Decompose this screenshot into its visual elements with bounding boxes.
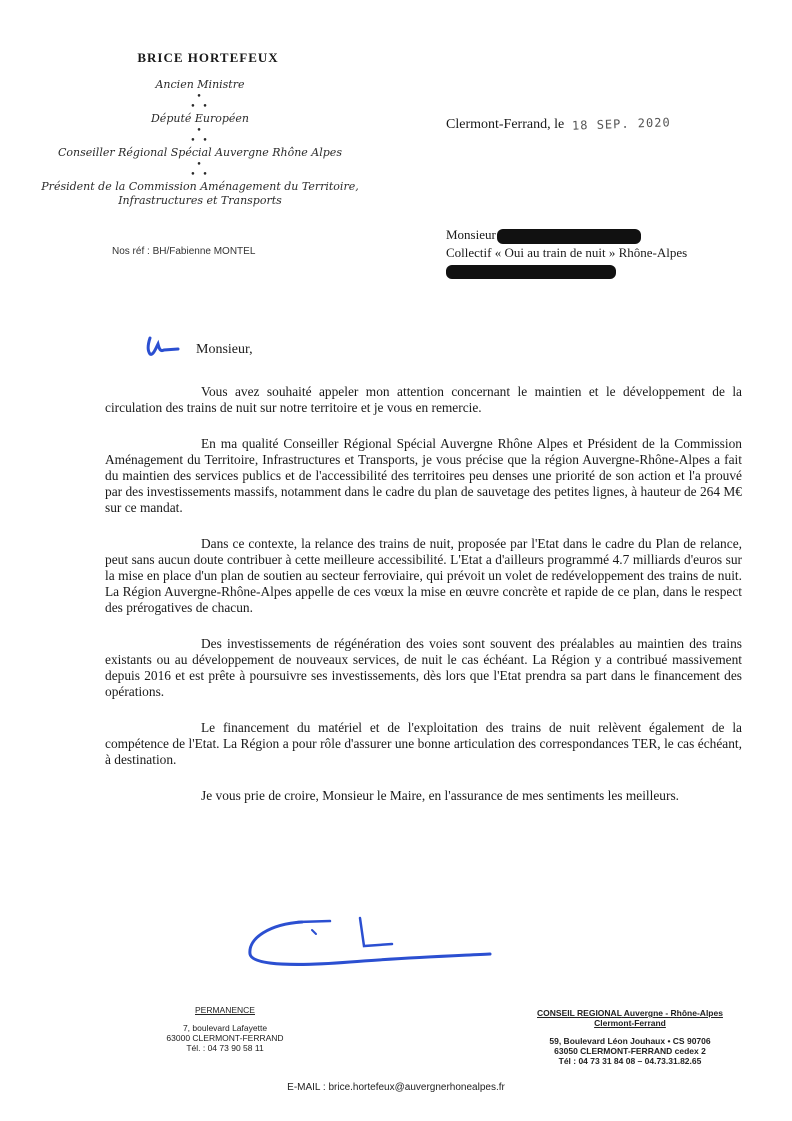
letter-body	[105, 384, 742, 824]
reference-line: Nos réf : BH/Fabienne MONTEL	[112, 246, 256, 257]
permanence-city: 63000 CLERMONT-FERRAND	[166, 1033, 284, 1043]
title-commission-president-cont: Infrastructures et Transports	[118, 194, 282, 207]
handwritten-initial-mark	[144, 334, 184, 358]
body-paragraph: Le financement du matériel et de l'exploitation des trains de nuit relèvent également de la compétence de l'Etat. La Région a pour rôle d'assurer une bonne articulation des correspondances TER, le cas échéant, à destination.	[105, 720, 742, 767]
salutation: Monsieur,	[196, 342, 253, 357]
permanence-address: 7, boulevard Lafayette	[182, 1023, 268, 1033]
redaction-bar-name	[497, 229, 641, 244]
signature	[240, 912, 500, 972]
place-label: Clermont-Ferrand, le	[446, 117, 565, 132]
addressee-title: Monsieur	[446, 227, 496, 242]
closing-paragraph: Je vous prie de croire, Monsieur le Maire, en l'assurance de mes sentiments les meilleurs.	[201, 788, 680, 803]
title-former-minister: Ancien Ministre	[155, 78, 245, 91]
council-phone: Tél : 04 73 31 84 08 – 04.73.31.82.65	[558, 1056, 702, 1066]
body-paragraph: Des investissements de régénération des voies sont souvent des préalables au maintien des trains existants ou au développement de nouveaux services, de nuit le cas échéant. La Région y a contribué massivement depuis 2016 et est prête à poursuivre ses investissements, dès lors que l'Etat prendra sa part dans le financement des opérations.	[105, 636, 742, 699]
permanence-phone: Tél. : 04 73 90 58 11	[186, 1043, 264, 1053]
council-city: 63050 CLERMONT-FERRAND cedex 2	[554, 1046, 706, 1056]
title-european-deputy: Député Européen	[150, 112, 250, 125]
council-heading-region: Auvergne - Rhône-Alpes	[621, 1008, 723, 1018]
sender-titles	[0, 78, 400, 208]
redaction-bar-address	[446, 265, 616, 279]
sender-name: BRICE HORTEFEUX	[137, 50, 279, 65]
place-date	[446, 117, 671, 133]
addressee-block	[446, 226, 687, 279]
footer-email: E-MAIL : brice.hortefeux@auvergnerhonealpes.fr	[287, 1082, 505, 1093]
council-heading: CONSEIL REGIONAL	[537, 1008, 622, 1018]
title-commission-president: Président de la Commission Aménagement du Territoire,	[41, 180, 359, 193]
date-stamp: 18 SEP. 2020	[571, 115, 672, 133]
title-separator-dots: • • •	[190, 160, 210, 180]
addressee-organisation: Collectif « Oui au train de nuit » Rhône-Alpes	[446, 244, 688, 260]
council-subheading: Clermont-Ferrand	[594, 1018, 666, 1028]
body-paragraph: Dans ce contexte, la relance des trains de nuit, proposée par l'Etat dans le cadre du Plan de relance, peut sans aucun doute contribuer à cette meilleure accessibilité. L'Etat a d'ailleurs programmé 4.7 milliards d'euros sur la mise en place d'un plan de soutien au secteur ferroviaire, qui prévoit un volet de redéveloppement des trains de nuit. La Région Auvergne-Rhône-Alpes appelle de ces vœux la mise en œuvre concrète et rapide de ce plan, dans le respect des prérogatives de chacun.	[105, 536, 742, 615]
footer-regional-council	[510, 1008, 750, 1066]
title-separator-dots: • • •	[190, 92, 210, 112]
permanence-heading: PERMANENCE	[195, 1005, 255, 1015]
council-address: 59, Boulevard Léon Jouhaux • CS 90706	[549, 1036, 711, 1046]
title-regional-councillor: Conseiller Régional Spécial Auvergne Rhône Alpes	[58, 146, 342, 159]
body-paragraph: En ma qualité Conseiller Régional Spécial Auvergne Rhône Alpes et Président de la Commission Aménagement du Territoire, Infrastructures et Transports, je vous précise que la région Auvergne-Rhône-Alpes a fait du maintien des services publics et de l'accessibilité des territoires peu denses une priorité de son action et l'a prouvé par des investissements massifs, notamment dans le cadre du plan de sauvetage des petites lignes, à hauteur de 264 M€ sur ce mandat.	[105, 436, 743, 515]
body-paragraph: Vous avez souhaité appeler mon attention concernant le maintien et le développement de la circulation des trains de nuit sur notre territoire et je vous en remercie.	[105, 384, 742, 415]
footer-permanence	[160, 1005, 290, 1053]
title-separator-dots: • • •	[190, 126, 210, 146]
